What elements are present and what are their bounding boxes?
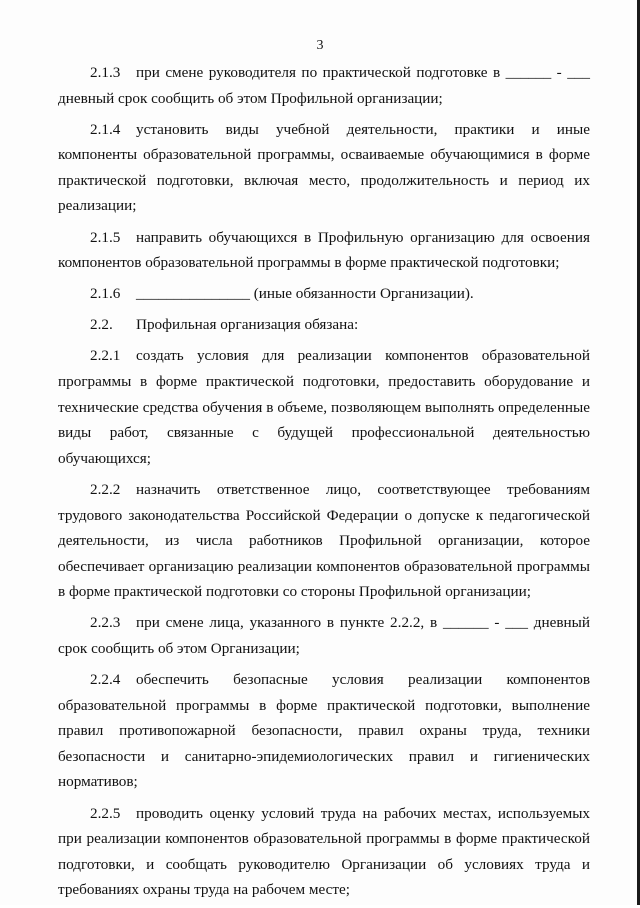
clause-text: проводить оценку условий труда на рабочих местах, используемых при реализации компонентов образовательной программы в форме практической подготовки, и сообщать руководителю Организации об условиях труда и требованиях охраны труда на рабочем месте; — [58, 804, 590, 899]
clause-number: 2.1.3 — [90, 64, 121, 81]
clause-number: 2.1.6 — [90, 285, 121, 303]
clause-number: 2.2.4 — [90, 671, 121, 689]
clause-text: направить обучающихся в Профильную организацию для освоения компонентов образовательной программы в форме практической подготовки; — [58, 228, 590, 272]
document-body — [58, 60, 590, 908]
clause-2-1-5 — [58, 225, 590, 276]
clause-2-1-6 — [58, 281, 590, 307]
clause-text: установить виды учебной деятельности, практики и иные компоненты образовательной программы, осваиваемые обучающимися в форме практической подготовки, включая место, продолжительность и период их реализации; — [58, 120, 590, 215]
clause-text: назначить ответственное лицо, соответствующее требованиям трудового законодательства Российской Федерации о допуске к педагогической деятельности, из числа работников Профильной организации, которое обеспечивает организацию реализации компонентов образовательной программы в форме практической подготовки со стороны Профильной организации; — [58, 480, 590, 601]
clause-number: 2.1.4 — [90, 120, 121, 138]
clause-number: 2.2.3 — [90, 614, 121, 632]
clause-2-2-5 — [58, 801, 590, 903]
page-number: 3 — [316, 38, 324, 53]
clause-text: _______________ (иные обязанности Организации). — [136, 285, 474, 303]
clause-number: 2.1.5 — [90, 228, 121, 246]
clause-text: обеспечить безопасные условия реализации компонентов образовательной программы в форме практической подготовки, выполнение правил противопожарной безопасности, правил охраны труда, техники безопасности и санитарно-эпидемиологических правил и гигиенических нормативов; — [58, 671, 590, 791]
clause-2-2 — [58, 312, 590, 338]
clause-2-2-2 — [58, 477, 590, 605]
clause-2-2-3 — [58, 610, 590, 661]
clause-2-2-1 — [58, 343, 590, 471]
clause-number: 2.2. — [90, 316, 113, 334]
clause-2-1-3 — [58, 60, 590, 111]
clause-number: 2.2.2 — [90, 480, 121, 498]
clause-text: при смене руководителя по практической подготовке в ______ - ___ дневный срок сообщить об этом Профильной организации; — [58, 64, 590, 107]
clause-2-1-4 — [58, 117, 590, 219]
clause-text: при смене лица, указанного в пункте 2.2.2, в ______ - ___ дневный срок сообщить об этом Организации; — [58, 614, 590, 657]
clause-2-2-4 — [58, 667, 590, 795]
clause-number: 2.2.5 — [90, 804, 121, 822]
clause-text: Профильная организация обязана: — [136, 316, 359, 334]
clause-text: создать условия для реализации компонентов образовательной программы в форме практической подготовки, предоставить оборудование и технические средства обучения в объеме, позволяющем выполнять определенные виды работ, связанные с будущей профессиональной деятельностью обучающихся; — [58, 347, 590, 467]
clause-number: 2.2.1 — [90, 347, 121, 365]
